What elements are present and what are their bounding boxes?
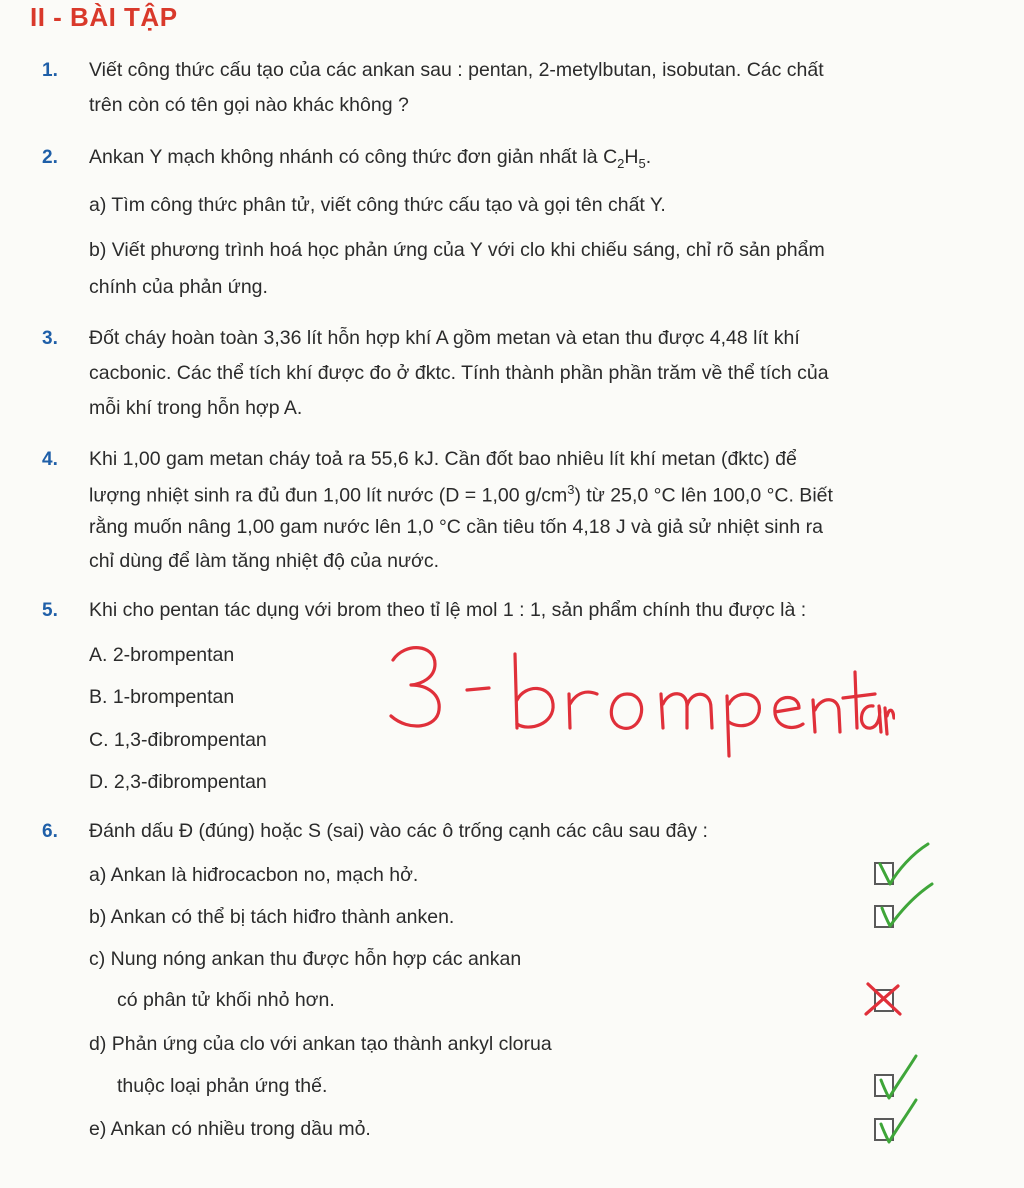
q3-line2: cacbonic. Các thể tích khí được đo ở đktc. Tính thành phần phần trăm về thể tích của bbox=[89, 362, 829, 384]
handwritten-answer bbox=[385, 628, 895, 758]
q6-statement-a: a) Ankan là hiđrocacbon no, mạch hở. bbox=[89, 864, 419, 886]
check-icon bbox=[876, 1052, 936, 1102]
q4-line2: lượng nhiệt sinh ra đủ đun 1,00 lít nước (D = 1,00 $g/cm^3$) từ 25,0 °C lên 100,0 °C. Biết bbox=[89, 482, 833, 507]
check-icon bbox=[876, 880, 936, 930]
q4-line3: rằng muốn nâng 1,00 gam nước lên 1,0 °C cần tiêu tốn 4,18 J và giả sử nhiệt sinh ra bbox=[89, 516, 823, 538]
q4-number: 4. bbox=[42, 449, 58, 470]
q5-number: 5. bbox=[42, 600, 58, 621]
q5-option-d: D. 2,3-đibrompentan bbox=[89, 771, 267, 793]
q6-statement-c-line2: có phân tử khối nhỏ hơn. bbox=[117, 989, 335, 1011]
q6-statement-d-line2: thuộc loại phản ứng thế. bbox=[117, 1075, 328, 1097]
q4-line1: Khi 1,00 gam metan cháy toả ra 55,6 kJ. Cần đốt bao nhiêu lít khí metan (đktc) để bbox=[89, 448, 797, 470]
q1-line1: Viết công thức cấu tạo của các ankan sau : pentan, 2-metylbutan, isobutan. Các chất bbox=[89, 59, 824, 81]
q3-line1: Đốt cháy hoàn toàn 3,36 lít hỗn hợp khí A gồm metan và etan thu được 4,48 lít khí bbox=[89, 327, 800, 349]
q3-line3: mỗi khí trong hỗn hợp A. bbox=[89, 397, 303, 419]
check-icon bbox=[876, 1096, 936, 1146]
q2-part-b-line2: chính của phản ứng. bbox=[89, 276, 268, 298]
q5-option-c: C. 1,3-đibrompentan bbox=[89, 729, 267, 751]
q5-option-a: A. 2-brompentan bbox=[89, 644, 235, 666]
q2-part-b-line1: b) Viết phương trình hoá học phản ứng của Y với clo khi chiếu sáng, chỉ rõ sản phẩm bbox=[89, 239, 825, 261]
q1-number: 1. bbox=[42, 60, 58, 81]
q3-number: 3. bbox=[42, 328, 58, 349]
q6-line1: Đánh dấu Đ (đúng) hoặc S (sai) vào các ô trống cạnh các câu sau đây : bbox=[89, 820, 708, 842]
q6-number: 6. bbox=[42, 821, 58, 842]
q2-part-a: a) Tìm công thức phân tử, viết công thức cấu tạo và gọi tên chất Y. bbox=[89, 194, 666, 216]
q2-line1: Ankan Y mạch không nhánh có công thức đơn giản nhất là $C_2H_5$. bbox=[89, 146, 652, 171]
q6-statement-b: b) Ankan có thể bị tách hiđro thành anken. bbox=[89, 906, 455, 928]
q1-line2: trên còn có tên gọi nào khác không ? bbox=[89, 94, 409, 116]
q4-line4: chỉ dùng để làm tăng nhiệt độ của nước. bbox=[89, 550, 439, 572]
q5-option-b: B. 1-brompentan bbox=[89, 686, 235, 708]
q6-statement-e: e) Ankan có nhiều trong dầu mỏ. bbox=[89, 1118, 371, 1140]
q6-statement-c-line1: c) Nung nóng ankan thu được hỗn hợp các ankan bbox=[89, 948, 522, 970]
cross-icon bbox=[862, 980, 906, 1020]
section-title: II - BÀI TẬP bbox=[30, 2, 178, 32]
q5-line1: Khi cho pentan tác dụng với brom theo tỉ lệ mol 1 : 1, sản phẩm chính thu được là : bbox=[89, 599, 807, 621]
q2-number: 2. bbox=[42, 147, 58, 168]
q6-statement-d-line1: d) Phản ứng của clo với ankan tạo thành ankyl clorua bbox=[89, 1033, 552, 1055]
